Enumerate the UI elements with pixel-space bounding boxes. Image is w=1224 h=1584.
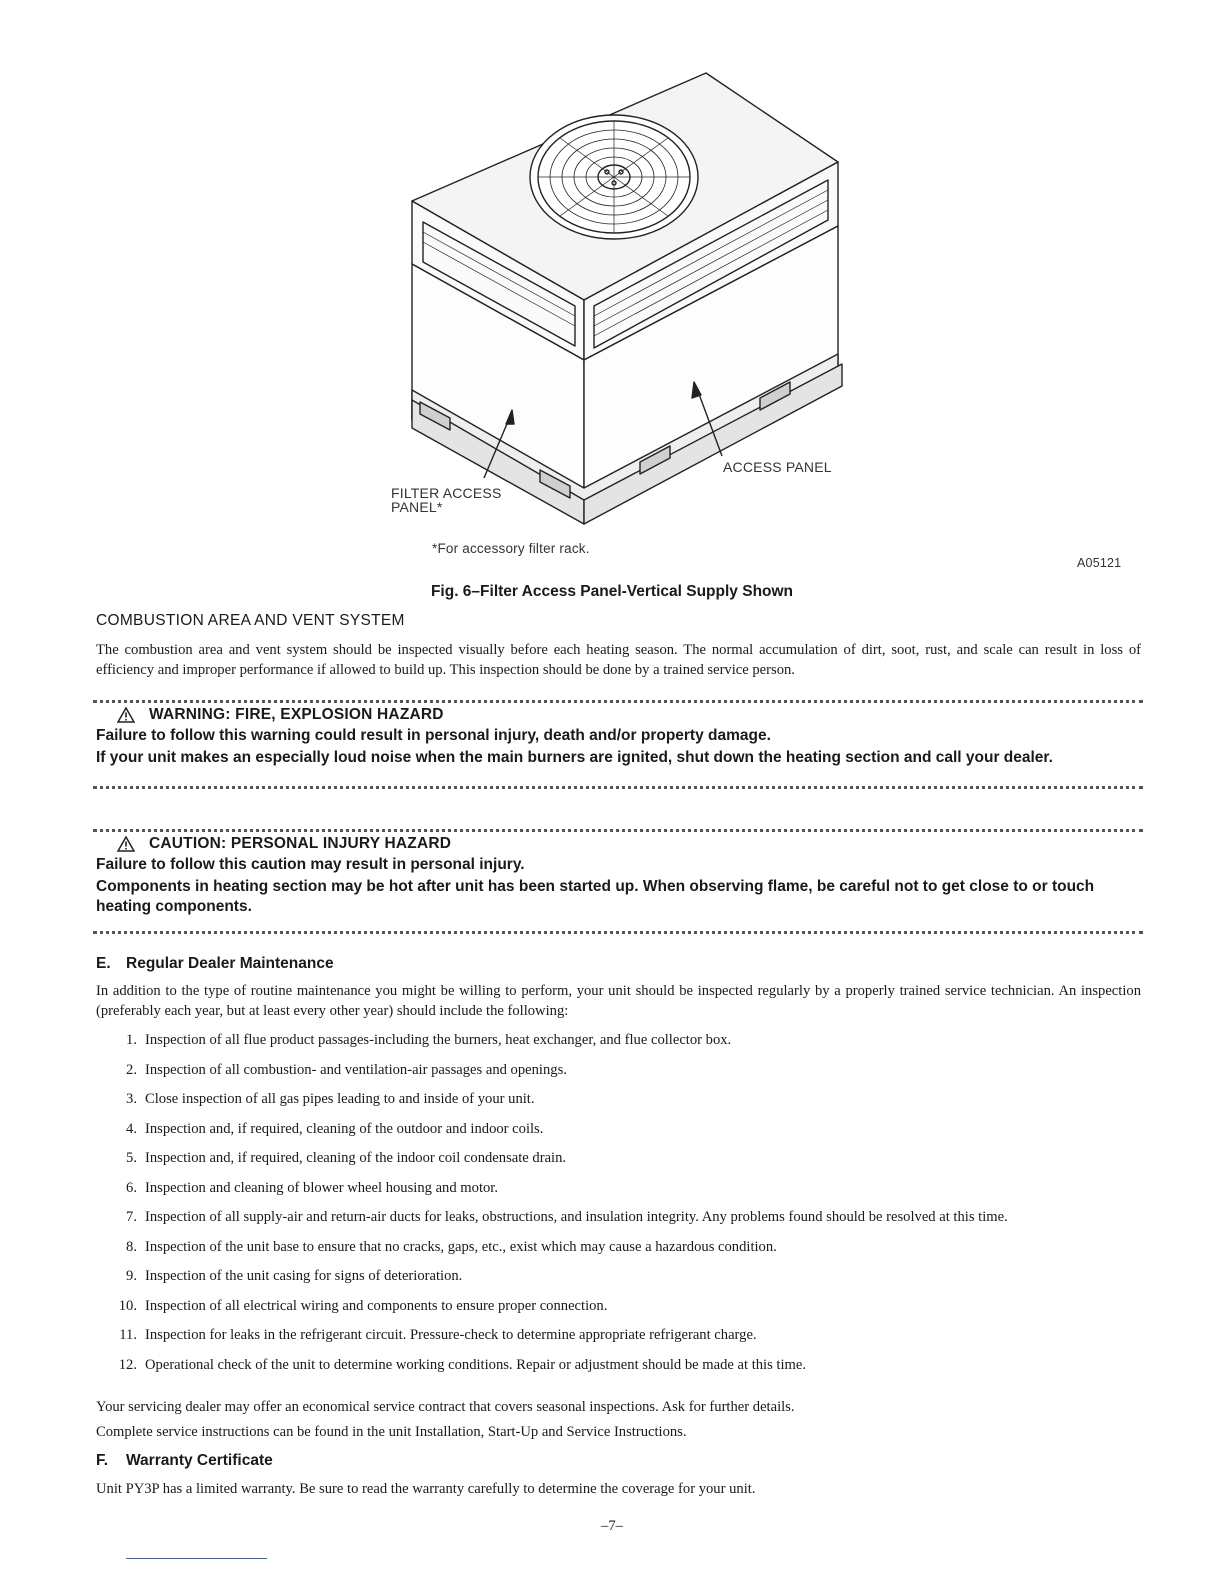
- section-f-title: Warranty Certificate: [126, 1452, 273, 1469]
- caution-triangle-icon: [117, 836, 135, 852]
- service-instructions-text: Complete service instructions can be found in the unit Installation, Start-Up and Service Instructions.: [96, 1424, 687, 1440]
- list-item-number: 6.: [126, 1179, 137, 1196]
- warning-box: [93, 700, 1143, 789]
- list-item-text: Inspection for leaks in the refrigerant circuit. Pressure-check to determine appropriate refrigerant charge.: [145, 1327, 757, 1343]
- section-e-title: Regular Dealer Maintenance: [126, 955, 334, 972]
- figure-caption: Fig. 6–Filter Access Panel-Vertical Supply Shown: [430, 583, 794, 600]
- section-e-heading: [96, 955, 334, 973]
- list-item: [96, 1266, 1141, 1286]
- list-item: [96, 1237, 1141, 1257]
- caution-bottom-divider: [93, 931, 1143, 934]
- list-item-number: 7.: [126, 1209, 137, 1225]
- warning-title: WARNING: FIRE, EXPLOSION HAZARD: [149, 706, 444, 723]
- warning-top-divider: [93, 700, 1143, 703]
- footer-rule: [126, 1558, 267, 1559]
- packaged-unit-illustration: [0, 0, 1224, 600]
- list-item: [96, 1148, 1141, 1168]
- list-item-text: Inspection of the unit casing for signs of deterioration.: [145, 1268, 463, 1284]
- combustion-paragraph: The combustion area and vent system should be inspected visually before each heating season. The normal accumulation of dirt, soot, rust, and scale can result in loss of efficiency and improper performance if allowed to build up. This inspection should be done by a trained service person.: [96, 642, 1141, 678]
- access-panel-label: ACCESS PANEL: [723, 459, 832, 475]
- unit-figure: [0, 0, 1224, 600]
- figure-footnote: *For accessory filter rack.: [432, 541, 590, 556]
- list-item-number: 8.: [126, 1238, 137, 1255]
- combustion-heading: COMBUSTION AREA AND VENT SYSTEM: [96, 612, 405, 629]
- list-item-number: 11.: [119, 1327, 137, 1343]
- warning-triangle-icon: [117, 707, 135, 723]
- section-f-letter: F.: [96, 1452, 109, 1469]
- list-item-text: Inspection of all combustion- and ventilation-air passages and openings.: [145, 1061, 567, 1078]
- list-item-number: 1.: [126, 1032, 137, 1048]
- warning-bottom-divider: [93, 786, 1143, 789]
- section-f-heading: [96, 1452, 273, 1470]
- caution-title-row: [93, 835, 1143, 853]
- warranty-text: Unit PY3P has a limited warranty. Be sure to read the warranty carefully to determine the coverage for your unit.: [96, 1481, 756, 1497]
- list-item: [96, 1207, 1141, 1227]
- list-item-text: Operational check of the unit to determine working conditions. Repair or adjustment should be made at this time.: [145, 1356, 807, 1373]
- warning-line2: If your unit makes an especially loud noise when the main burners are ignited, shut down the heating section and call your dealer.: [96, 749, 1053, 766]
- list-item: [96, 1325, 1141, 1345]
- list-item-text: Inspection of all flue product passages-including the burners, heat exchanger, and flue collector box.: [145, 1032, 732, 1048]
- list-item-text: Inspection and, if required, cleaning of the indoor coil condensate drain.: [145, 1150, 567, 1166]
- caution-box: [93, 829, 1143, 934]
- list-item: [96, 1355, 1141, 1375]
- list-item-text: Close inspection of all gas pipes leading to and inside of your unit.: [145, 1091, 535, 1107]
- filter-access-label-line1: FILTER ACCESS: [391, 485, 502, 501]
- caution-line2: Components in heating section may be hot after unit has been started up. When observing flame, be careful not to get close to or touch heating components.: [96, 878, 1095, 915]
- section-e-letter: E.: [96, 955, 111, 972]
- list-item-text: Inspection of all supply-air and return-air ducts for leaks, obstructions, and insulation integrity. Any problems found should be resolved at this time.: [145, 1209, 1008, 1225]
- list-item: [96, 1296, 1141, 1316]
- section-e-intro: In addition to the type of routine maintenance you might be willing to perform, your unit should be inspected regularly by a properly trained service technician. An inspection (preferably each year, but at least every other year) should include the following:: [96, 983, 1141, 1019]
- maintenance-list: [96, 1030, 1141, 1384]
- list-item-number: 5.: [126, 1150, 137, 1166]
- list-item-text: Inspection of all electrical wiring and components to ensure proper connection.: [145, 1297, 608, 1314]
- list-item: [96, 1060, 1141, 1080]
- list-item-number: 9.: [126, 1268, 137, 1284]
- list-item: [96, 1178, 1141, 1198]
- list-item-text: Inspection of the unit base to ensure that no cracks, gaps, etc., exist which may cause a hazardous condition.: [145, 1238, 777, 1255]
- list-item-number: 4.: [126, 1120, 137, 1137]
- caution-line1: Failure to follow this caution may result in personal injury.: [96, 856, 525, 873]
- caution-top-divider: [93, 829, 1143, 832]
- list-item-number: 2.: [126, 1061, 137, 1078]
- warning-line1: Failure to follow this warning could result in personal injury, death and/or property damage.: [96, 727, 771, 744]
- warning-title-row: [93, 706, 1143, 724]
- figure-code: A05121: [1077, 556, 1122, 570]
- caution-title: CAUTION: PERSONAL INJURY HAZARD: [149, 835, 452, 852]
- list-item-number: 12.: [118, 1356, 137, 1373]
- service-contract-text: Your servicing dealer may offer an economical service contract that covers seasonal inspections. Ask for further details.: [96, 1399, 795, 1415]
- list-item-text: Inspection and cleaning of blower wheel housing and motor.: [145, 1179, 499, 1196]
- filter-access-label-line2: PANEL*: [391, 499, 443, 515]
- list-item-text: Inspection and, if required, cleaning of the outdoor and indoor coils.: [145, 1120, 544, 1137]
- list-item-number: 3.: [126, 1091, 137, 1107]
- list-item: [96, 1119, 1141, 1139]
- list-item: [96, 1089, 1141, 1109]
- list-item: [96, 1030, 1141, 1050]
- page-number: –7–: [601, 1518, 623, 1534]
- list-item-number: 10.: [118, 1297, 137, 1314]
